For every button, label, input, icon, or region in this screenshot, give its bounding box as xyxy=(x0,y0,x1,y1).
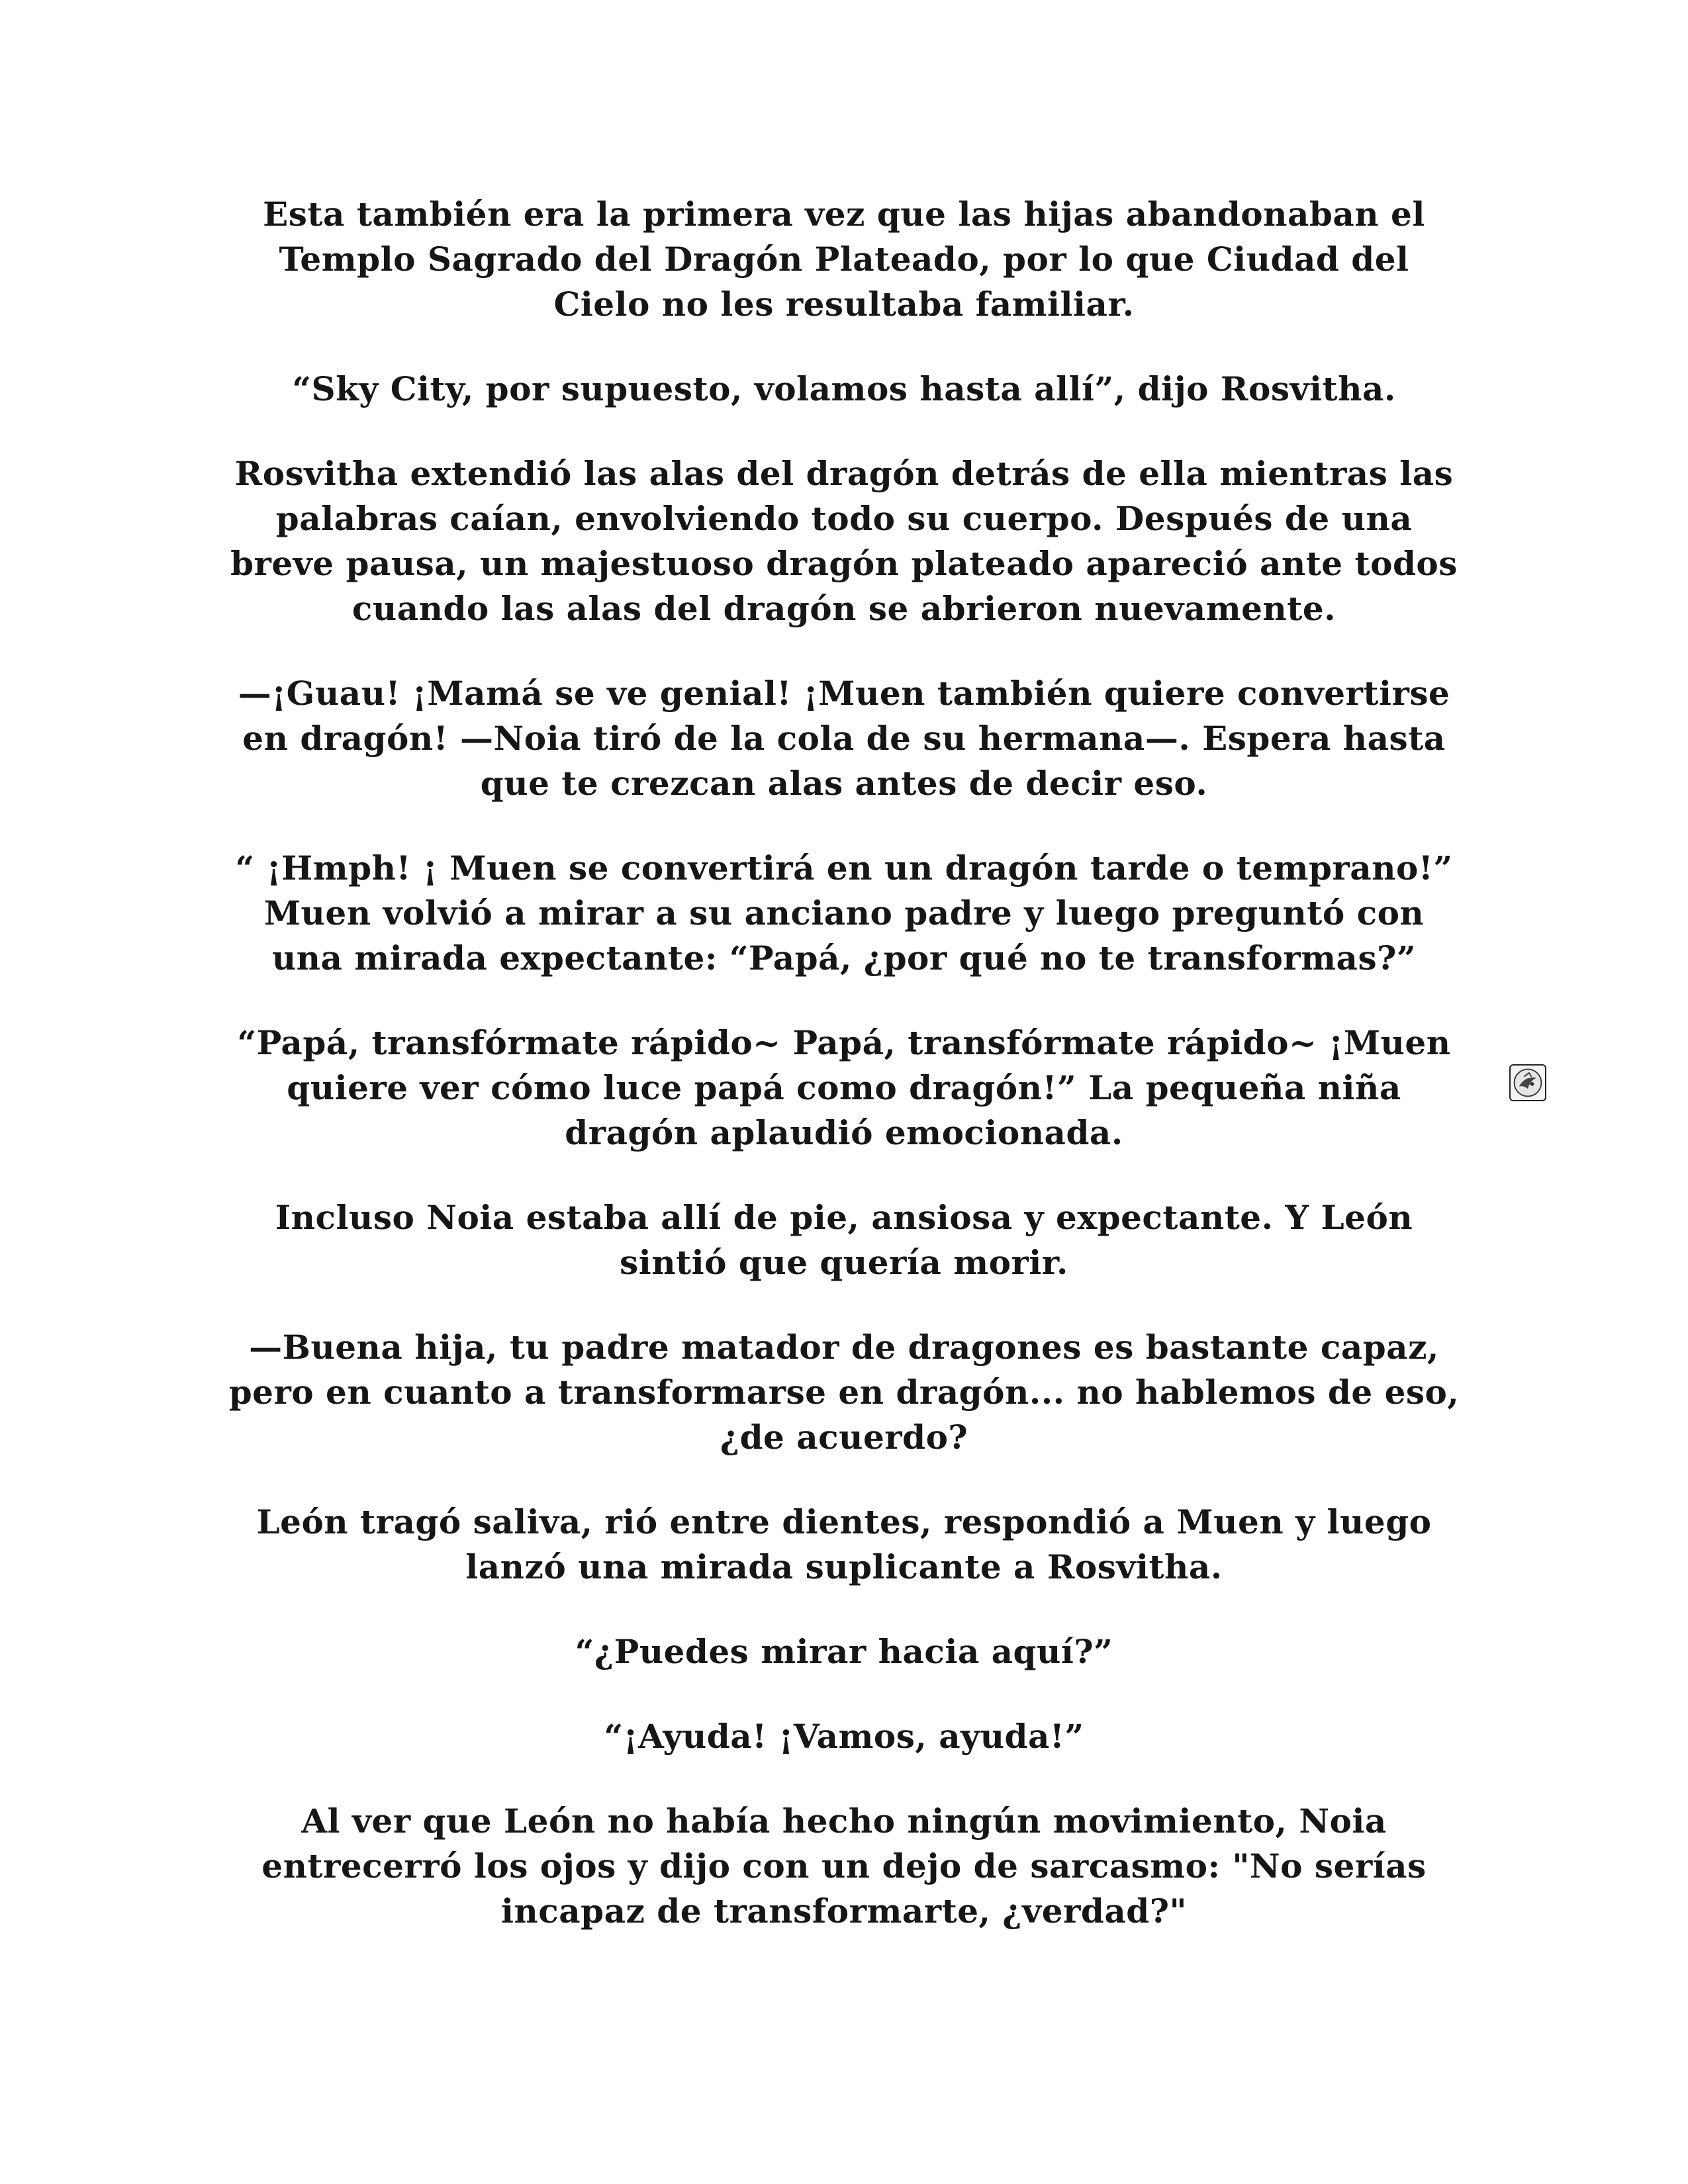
paragraph: Al ver que León no había hecho ningún movimiento, Noia entrecerró los ojos y dijo con un dejo de sarcasmo: "No serías incapaz de transformarte, ¿verdad?" xyxy=(261,1801,1427,1931)
paragraph: Rosvitha extendió las alas del dragón detrás de ella mientras las palabras caían, envolviendo todo su cuerpo. Después de una breve pausa, un majestuoso dragón plateado apareció ante todos cuando las alas del dragón se abrieron nuevamente. xyxy=(230,454,1458,628)
paragraph: “Papá, transfórmate rápido~ Papá, transfórmate rápido~ ¡Muen quiere ver cómo luce papá como dragón!” La pequeña niña dragón aplaudió emocionada. xyxy=(237,1023,1451,1152)
paragraph: Esta también era la primera vez que las hijas abandonaban el Templo Sagrado del Dragón Plateado, por lo que Ciudad del Cielo no les resultaba familiar. xyxy=(263,195,1425,324)
paragraph: —¡Guau! ¡Mamá se ve genial! ¡Muen también quiere convertirse en dragón! —Noia tiró de la cola de su hermana—. Espera hasta que te crezcan alas antes de decir eso. xyxy=(238,674,1450,803)
watermark-logo-icon xyxy=(1509,1064,1546,1101)
paragraph: León tragó saliva, rió entre dientes, respondió a Muen y luego lanzó una mirada suplicante a Rosvitha. xyxy=(256,1502,1432,1586)
paragraph: “Sky City, por supuesto, volamos hasta allí”, dijo Rosvitha. xyxy=(292,369,1396,408)
paragraph: Incluso Noia estaba allí de pie, ansiosa y expectante. Y León sintió que quería morir. xyxy=(275,1198,1413,1282)
paragraph: “¿Puedes mirar hacia aquí?” xyxy=(575,1632,1113,1671)
paragraph: —Buena hija, tu padre matador de dragones es bastante capaz, pero en cuanto a transformarse en dragón... no hablemos de eso, ¿de acuerdo? xyxy=(228,1328,1460,1457)
document-body xyxy=(225,192,1463,1974)
paragraph: “¡Ayuda! ¡Vamos, ayuda!” xyxy=(604,1717,1084,1756)
paragraph: “ ¡Hmph! ¡ Muen se convertirá en un dragón tarde o temprano!” Muen volvió a mirar a su anciano padre y luego preguntó con una mirada expectante: “Papá, ¿por qué no te transformas?” xyxy=(235,848,1453,978)
